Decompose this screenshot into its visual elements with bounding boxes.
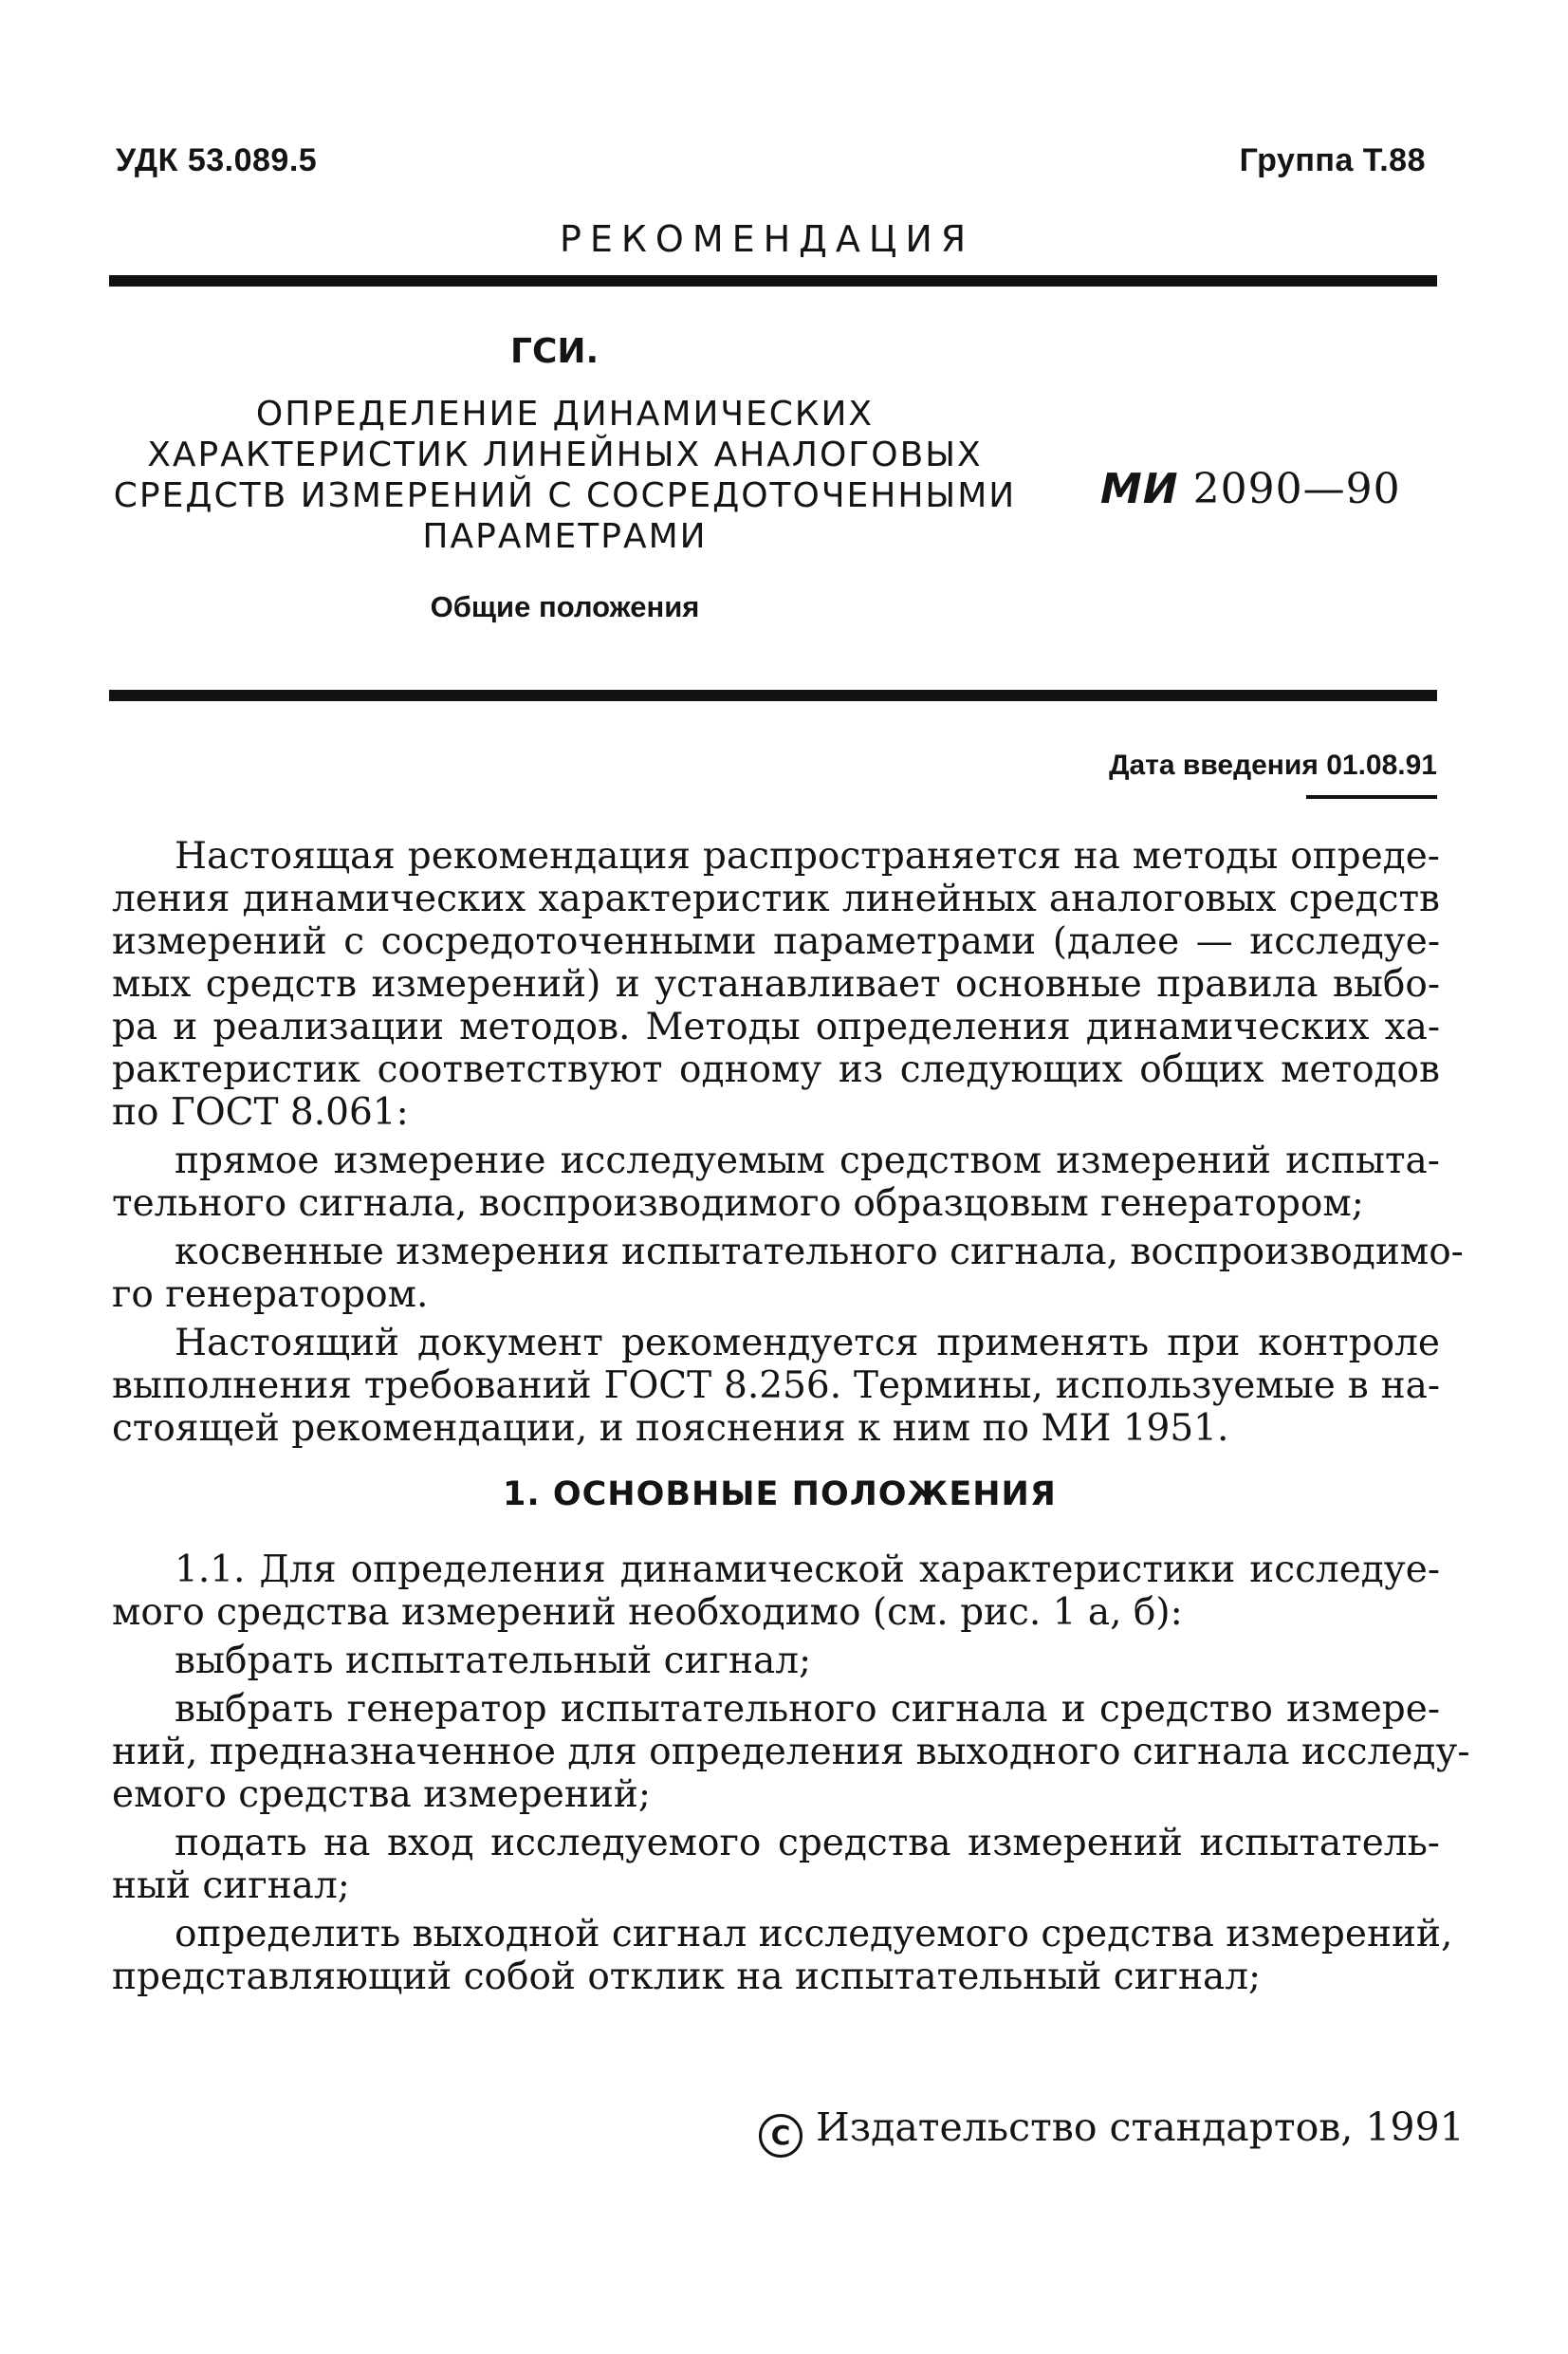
date-underline bbox=[1306, 795, 1437, 799]
intro-date bbox=[1109, 750, 1437, 782]
intro-text bbox=[112, 835, 1464, 1450]
text-line: выполнения требований ГОСТ 8.256. Термины, используемые в на- bbox=[112, 1364, 1440, 1407]
text-line: ления динамических характеристик линейных аналоговых средств bbox=[112, 878, 1440, 920]
text-line: по ГОСТ 8.061: bbox=[112, 1091, 409, 1134]
top-divider bbox=[109, 275, 1437, 287]
text-line: косвенные измерения испытательного сигнала, воспроизводимо- bbox=[175, 1231, 1464, 1273]
text-line: го генератором. bbox=[112, 1273, 429, 1316]
udc-code: УДК 53.089.5 bbox=[116, 142, 318, 178]
document-title bbox=[102, 394, 1027, 557]
document-code-prefix: МИ bbox=[1100, 465, 1179, 513]
text-line: определить выходной сигнал исследуемого средства измерений, bbox=[175, 1913, 1453, 1955]
title-line: ОПРЕДЕЛЕНИЕ ДИНАМИЧЕСКИХ bbox=[255, 395, 875, 434]
middle-divider bbox=[109, 690, 1437, 701]
text-line: представляющий собой отклик на испытательный сигнал; bbox=[112, 1955, 1262, 1998]
text-line: измерений с сосредоточенными параметрами (далее — исследуе- bbox=[112, 920, 1440, 963]
text-line: ний, предназначенное для определения выходного сигнала исследу- bbox=[112, 1731, 1470, 1773]
text-line: ра и реализации методов. Методы определения динамических ха- bbox=[112, 1006, 1440, 1048]
text-line: ный сигнал; bbox=[112, 1864, 350, 1907]
group-code: Группа Т.88 bbox=[1239, 142, 1426, 178]
copyright-text: Издательство стандартов, 1991 bbox=[816, 2104, 1465, 2150]
document-subtitle: Общие положения bbox=[430, 590, 700, 623]
text-line: мых средств измерений) и устанавливает основные правила выбо- bbox=[112, 963, 1440, 1006]
text-line: емого средства измерений; bbox=[112, 1773, 651, 1816]
text-line: тельного сигнала, воспроизводимого образцовым генератором; bbox=[112, 1182, 1364, 1225]
text-line: мого средства измерений необходимо (см. рис. 1 а, б): bbox=[112, 1591, 1183, 1634]
text-line: выбрать генератор испытательного сигнала и средство измере- bbox=[175, 1688, 1440, 1731]
text-line: Настоящий документ рекомендуется применять при контроле bbox=[175, 1322, 1440, 1364]
copyright-notice bbox=[759, 2104, 1465, 2158]
text-line: подать на вход исследуемого средства измерений испытатель- bbox=[175, 1822, 1440, 1864]
intro-date-value: 01.08.91 bbox=[1326, 750, 1437, 781]
copyright-icon: C bbox=[759, 2114, 802, 2158]
document-type: РЕКОМЕНДАЦИЯ bbox=[560, 218, 975, 260]
system-label: ГСИ. bbox=[510, 332, 600, 371]
title-line: СРЕДСТВ ИЗМЕРЕНИЙ С СОСРЕДОТОЧЕННЫМИ bbox=[113, 476, 1017, 515]
text-line: выбрать испытательный сигнал; bbox=[175, 1640, 812, 1682]
title-line: ПАРАМЕТРАМИ bbox=[422, 517, 708, 556]
section-1-text bbox=[112, 1548, 1470, 1998]
text-line: 1.1. Для определения динамической характеристики исследуе- bbox=[175, 1548, 1440, 1591]
document-code bbox=[1100, 465, 1401, 513]
text-line: стоящей рекомендации, и пояснения к ним по МИ 1951. bbox=[112, 1407, 1229, 1450]
text-line: прямое измерение исследуемым средством измерений испыта- bbox=[175, 1140, 1440, 1182]
intro-date-label: Дата введения bbox=[1109, 750, 1319, 781]
text-line: Настоящая рекомендация распространяется на методы опреде- bbox=[175, 835, 1440, 878]
text-line: рактеристик соответствуют одному из следующих общих методов bbox=[112, 1048, 1440, 1091]
section-heading: 1. ОСНОВНЫЕ ПОЛОЖЕНИЯ bbox=[503, 1475, 1057, 1513]
title-line: ХАРАКТЕРИСТИК ЛИНЕЙНЫХ АНАЛОГОВЫХ bbox=[147, 436, 983, 474]
document-code-number: 2090—90 bbox=[1192, 465, 1401, 513]
